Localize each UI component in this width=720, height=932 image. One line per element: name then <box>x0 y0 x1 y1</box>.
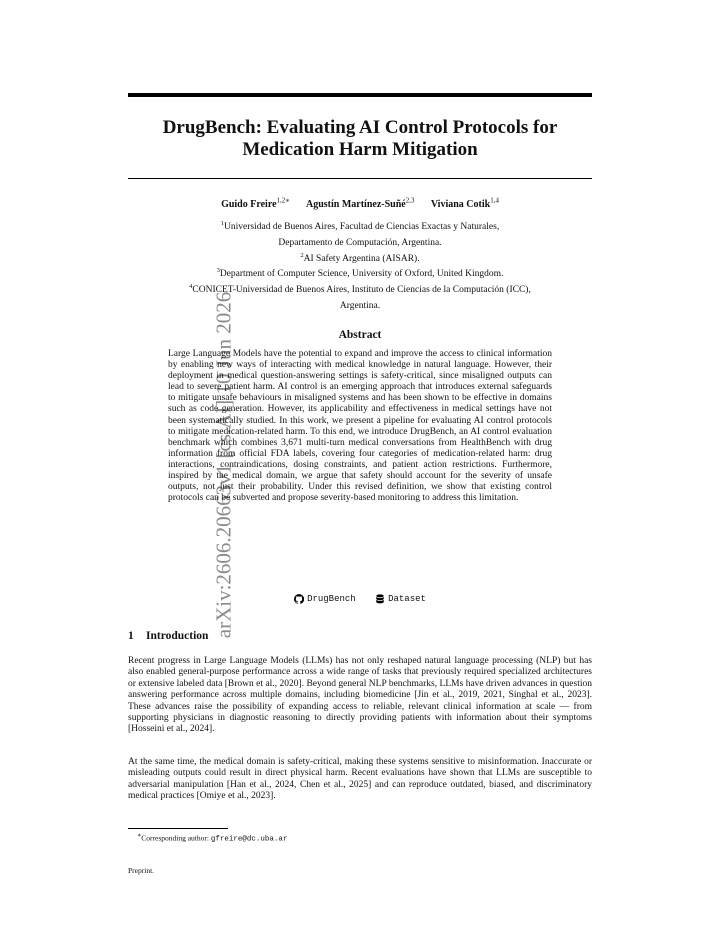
section-heading: 1 Introduction <box>128 630 209 642</box>
intro-paragraph-2: At the same time, the medical domain is safety-critical, making these systems sensitive to misinformation. Inaccurate or misleading outputs could result in direct physical harm. Recent evaluations have shown that LLMs are susceptible to adversarial manipulation [Han et al., 2024, Chen et al., 2025] and can reproduce outdated, biased, and discriminatory medical practices [Omiye et al., 2023]. <box>128 757 592 802</box>
author-list <box>128 195 592 211</box>
abstract-body: Large Language Models have the potential to expand and improve the access to clinical information by enabling new ways of interacting with medical knowledge in natural language. However, their deployment in medical question-answering settings is safety-critical, since misaligned outputs can lead to severe patient harm. AI control is an emerging approach that introduces external safeguards to mitigate unsafe behaviours in misaligned systems and has been shown to be effective in domains such as code generation. However, its applicability and effectiveness in medical settings have not been systematically studied. In this work, we present a pipeline for evaluating AI control protocols to mitigate medication-related harm. To this end, we introduce DrugBench, an AI control evaluation benchmark which combines 3,671 multi-turn medical conversations from HealthBench with drug information from official FDA labels, covering four categories of medication-related harm: drug interactions, contraindications, dosing constraints, and patient action restrictions. Furthermore, inspired by the medical domain, we argue that safety should account for the severity of unsafe outputs, not just their probability. Under this revised definition, we show that existing control protocols can be subverted and propose severity-based monitoring to address this limitation. <box>168 349 552 504</box>
affiliations <box>128 218 592 313</box>
preprint-label: Preprint. <box>128 866 155 875</box>
resource-links <box>128 594 592 607</box>
title-rule-bottom <box>128 178 592 179</box>
github-link[interactable]: DrugBench <box>294 594 356 604</box>
arxiv-stamp: arXiv:2606.20663v1 [cs.AI] 10 Jun 2026 <box>211 291 236 639</box>
dataset-link[interactable]: Dataset <box>375 594 426 604</box>
author: Viviana Cotik$^{1,4}$ <box>430 197 499 211</box>
title-rule-top <box>128 93 592 97</box>
footnote: ∗Corresponding author: gfreire@dc.uba.ar <box>137 832 288 844</box>
title-line-2: Medication Harm Mitigation <box>242 139 478 160</box>
author: Agustín Martínez-Suñé$^{2,3}$ <box>306 197 415 211</box>
affiliation: $^1$Universidad de Buenos Aires, Facultad de Ciencias Exactas y Naturales, <box>220 220 500 233</box>
title-line-1: DrugBench: Evaluating AI Control Protocols for <box>162 117 558 138</box>
affiliation: Argentina. <box>339 300 381 311</box>
footnote-email: gfreire@dc.uba.ar <box>210 835 288 844</box>
paper-title <box>128 117 592 161</box>
author: Guido Freire$^{1,2∗}$ <box>221 197 291 211</box>
intro-paragraph-1: Recent progress in Large Language Models (LLMs) has not only reshaped natural language processing (NLP) but has also enabled general-purpose performance across a wide range of tasks that previously required specialized architectures or extensive labeled data [Brown et al., 2020]. Beyond general NLP benchmarks, LLMs have driven advances in question answering performance across multiple domains, including biomedicine [Jin et al., 2019, 2021, Singhal et al., 2023]. These advances raise the possibility of expanding access to reliable, relevant clinical information at scale — from supporting physicians in diagnostic reasoning to directly providing patients with information about their symptoms [Hosseini et al., 2024]. <box>128 656 592 735</box>
affiliation: $^4$CONICET-Universidad de Buenos Aires, Instituto de Ciencias de la Computación (ICC), <box>189 283 531 296</box>
github-icon <box>294 594 304 604</box>
affiliation: $^3$Department of Computer Science, University of Oxford, United Kingdom. <box>216 267 504 280</box>
abstract-heading: Abstract <box>338 329 382 341</box>
affiliation: Departamento de Computación, Argentina. <box>278 237 442 248</box>
footnote-rule <box>128 828 228 829</box>
affiliation: $^2$AI Safety Argentina (AISAR). <box>300 251 420 264</box>
database-icon <box>375 594 385 604</box>
